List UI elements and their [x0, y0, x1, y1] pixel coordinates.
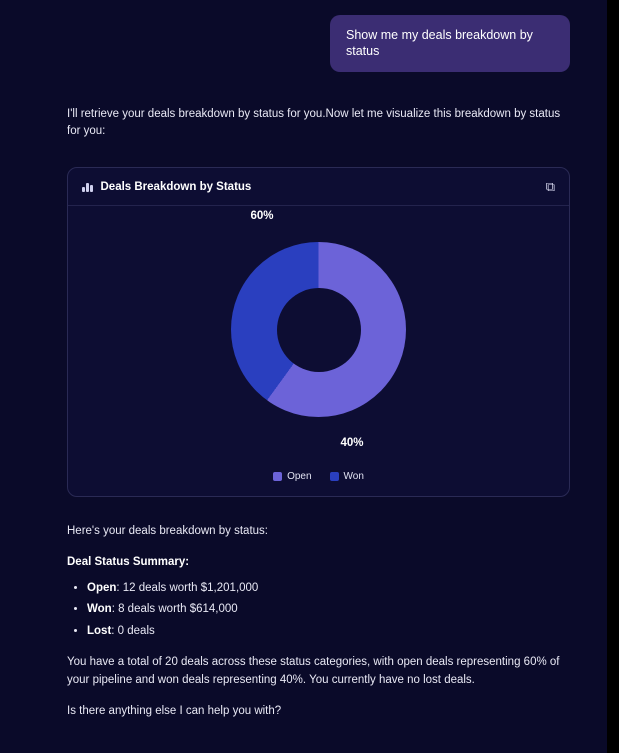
legend-item-won[interactable] [330, 471, 364, 482]
slice-label-open: 60% [250, 210, 274, 222]
chart-legend [68, 471, 569, 482]
chart-card-title: Deals Breakdown by Status [100, 180, 252, 193]
slice-label-won: 40% [340, 437, 364, 449]
bar-chart-icon [82, 181, 93, 192]
legend-swatch-won [330, 472, 339, 481]
list-item-label: Won [87, 603, 112, 616]
summary-intro: Here's your deals breakdown by status: [67, 525, 268, 537]
list-item [87, 623, 570, 641]
summary-totals: You have a total of 20 deals across these status categories, with open deals representing 60% of your pipeline and won deals representing 40%. You currently have no lost deals. [67, 656, 560, 686]
chart-card-body [68, 206, 569, 496]
legend-swatch-open [273, 472, 282, 481]
chart-card [67, 167, 570, 497]
donut-hole [277, 288, 361, 372]
legend-label-open: Open [287, 471, 312, 482]
list-item-text: : 8 deals worth $614,000 [111, 603, 238, 616]
list-item-text: : 0 deals [111, 625, 155, 638]
user-message-row [0, 0, 613, 72]
list-item [87, 580, 570, 598]
chart-card-header [68, 168, 569, 206]
list-item-label: Open [87, 581, 117, 594]
donut-chart [231, 210, 406, 449]
right-edge-strip [607, 0, 613, 753]
legend-label-won: Won [343, 471, 364, 482]
assistant-intro-text: I'll retrieve your deals breakdown by status for you.Now let me visualize this breakdown by status for you: [67, 107, 561, 137]
list-item [87, 601, 570, 619]
summary-heading: Deal Status Summary: [67, 555, 190, 568]
summary-followup: Is there anything else I can help you with? [67, 704, 282, 717]
expand-icon[interactable]: ⧉ [545, 179, 555, 194]
user-message-bubble: Show me my deals breakdown by status [330, 15, 570, 72]
list-item-label: Lost [87, 625, 112, 638]
summary-list [67, 580, 570, 641]
summary-section [0, 523, 613, 721]
legend-item-open[interactable] [273, 471, 311, 482]
list-item-text: : 12 deals worth $1,201,000 [116, 581, 259, 594]
